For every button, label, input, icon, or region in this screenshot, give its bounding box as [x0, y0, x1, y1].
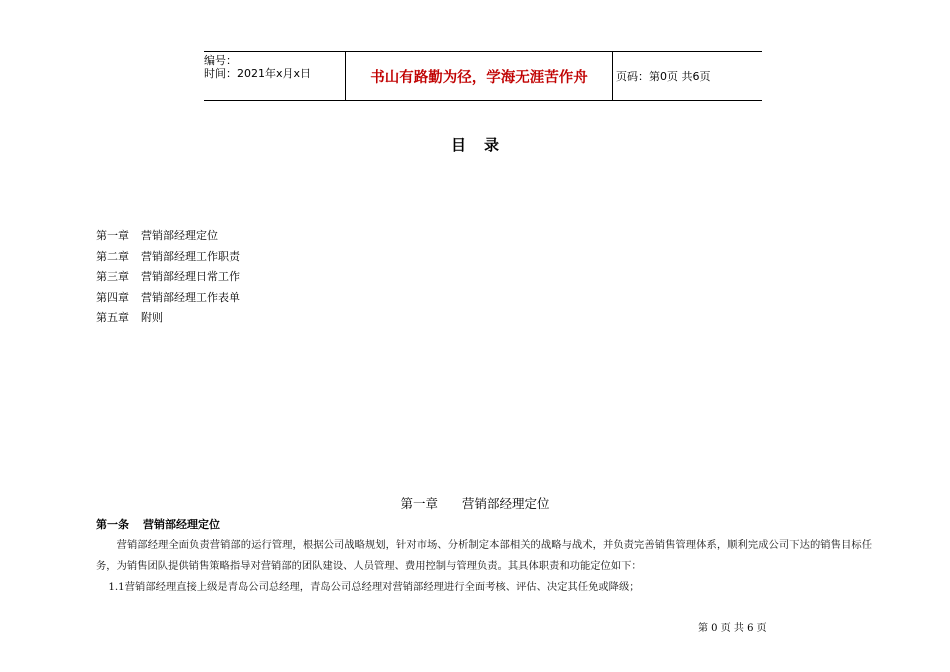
header-left-cell	[204, 52, 345, 100]
chapter-heading	[0, 494, 950, 512]
toc-item[interactable]	[96, 270, 240, 291]
toc-item-num: 第五章	[96, 311, 129, 324]
toc-item-num: 第四章	[96, 290, 129, 304]
page-header	[204, 51, 762, 101]
header-time: 时间：2021年x月x日	[204, 67, 312, 80]
toc-item-title: 营销部经理定位	[141, 229, 218, 242]
table-of-contents	[96, 229, 240, 332]
header-number-label: 编号：	[204, 54, 237, 67]
toc-item-num: 第二章	[96, 249, 129, 263]
article-title: 营销部经理定位	[143, 518, 220, 531]
toc-item-title: 营销部经理日常工作	[141, 270, 240, 283]
chapter-title: 营销部经理定位	[462, 496, 550, 511]
chapter-num: 第一章	[400, 496, 438, 511]
toc-item-num: 第三章	[96, 270, 129, 283]
toc-item-num: 第一章	[96, 229, 129, 242]
paragraph: 1.1营销部经理直接上级是青岛公司总经理，青岛公司总经理对营销部经理进行全面考核、评估、决定其任免或降级；	[108, 581, 640, 593]
toc-item-title: 营销部经理工作职责	[141, 249, 240, 263]
toc-item-title: 附则	[141, 311, 163, 324]
article-heading	[96, 516, 220, 532]
toc-title: 目录	[450, 136, 517, 154]
toc-item-title: 营销部经理工作表单	[141, 290, 240, 304]
toc-item[interactable]	[96, 229, 240, 250]
toc-item[interactable]	[96, 250, 240, 271]
page-footer: 第 0 页 共 6 页	[698, 623, 767, 634]
body-text	[96, 535, 872, 598]
header-page-info: 页码：第0页 共6页	[616, 70, 711, 83]
article-num: 第一条	[96, 518, 129, 531]
toc-item[interactable]	[96, 311, 240, 332]
toc-item[interactable]	[96, 291, 240, 312]
header-motto: 书山有路勤为径，学海无涯苦作舟	[345, 52, 613, 100]
paragraph: 营销部经理全面负责营销部的运行管理，根据公司战略规划，针对市场、分析制定本部相关的战略与战术，并负责完善销售管理体系，顺利完成公司下达的销售目标任务，为销售团队提供销售策略指导对营销部的团队建设、人员管理、费用控制与管理负责。其具体职责和功能定位如下：	[96, 539, 872, 572]
